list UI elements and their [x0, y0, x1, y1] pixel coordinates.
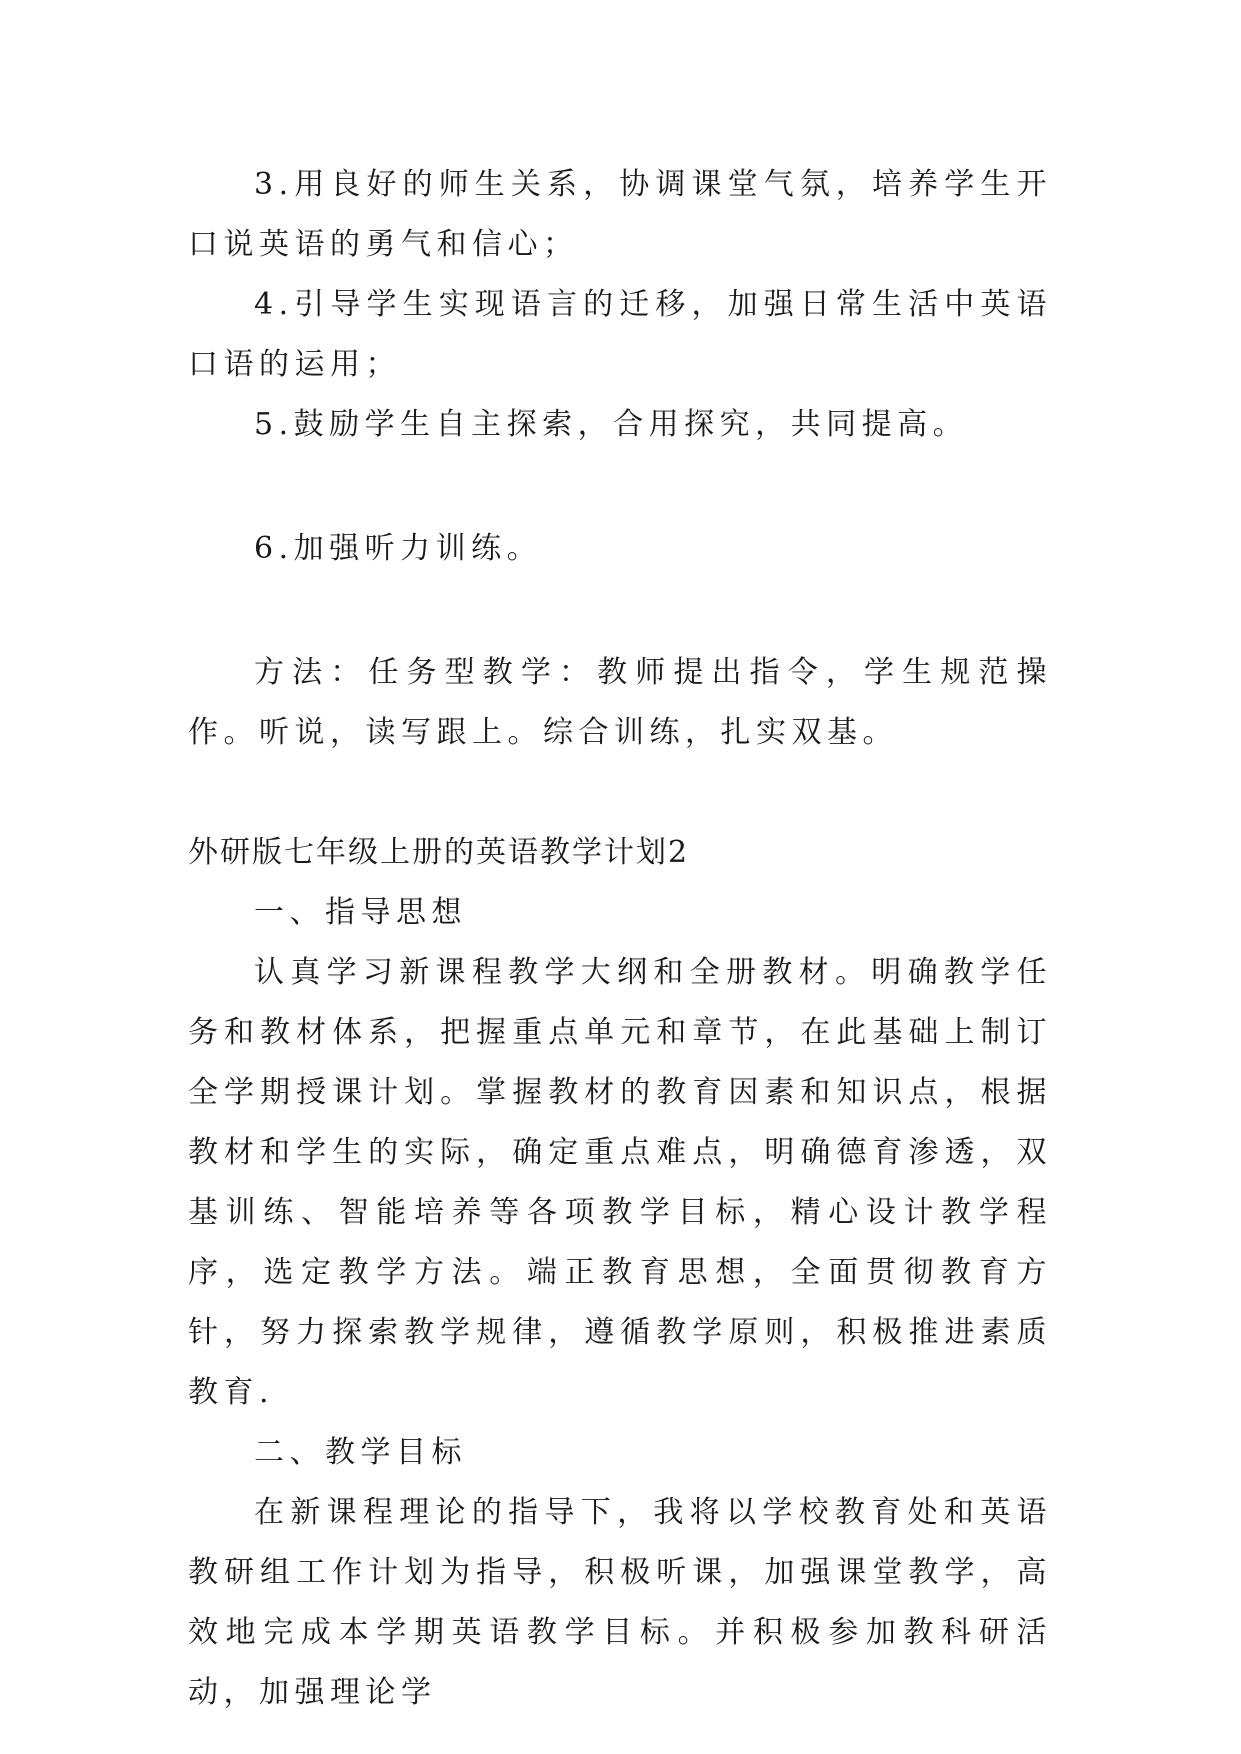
- list-item-5: 5.鼓励学生自主探索，合用探究，共同提高。: [254, 407, 969, 442]
- document-body: [188, 155, 1052, 1723]
- method-paragraph: 方法：任务型教学：教师提出指令，学生规范操作。听说，读写跟上。综合训练，扎实双基。: [188, 655, 1052, 750]
- paragraph-guiding-ideology: 认真学习新课程教学大纲和全册教材。明确教学任务和教材体系，把握重点单元和章节，在此基础上制订全学期授课计划。掌握教材的教育因素和知识点，根据教材和学生的实际，确定重点难点，明确德育渗透，双基训练、智能培养等各项教学目标，精心设计教学程序，选定教学方法。端正教育思想，全面贯彻教育方针，努力探索教学规律，遵循教学原则，积极推进素质教育.: [188, 955, 1052, 1410]
- list-item-6: 6.加强听力训练。: [254, 531, 543, 566]
- paragraph-teaching-goals: 在新课程理论的指导下，我将以学校教育处和英语教研组工作计划为指导，积极听课，加强课堂教学，高效地完成本学期英语教学目标。并积极参加教科研活动，加强理论学: [188, 1495, 1052, 1710]
- list-item-4: 4.引导学生实现语言的迁移，加强日常生活中英语口语的运用；: [188, 287, 1052, 382]
- heading-guiding-ideology: 一、指导思想: [254, 895, 467, 930]
- section-title: 外研版七年级上册的英语教学计划2: [188, 835, 690, 870]
- heading-teaching-goals: 二、教学目标: [254, 1435, 467, 1470]
- list-item-3: 3.用良好的师生关系，协调课堂气氛，培养学生开口说英语的勇气和信心；: [188, 167, 1052, 262]
